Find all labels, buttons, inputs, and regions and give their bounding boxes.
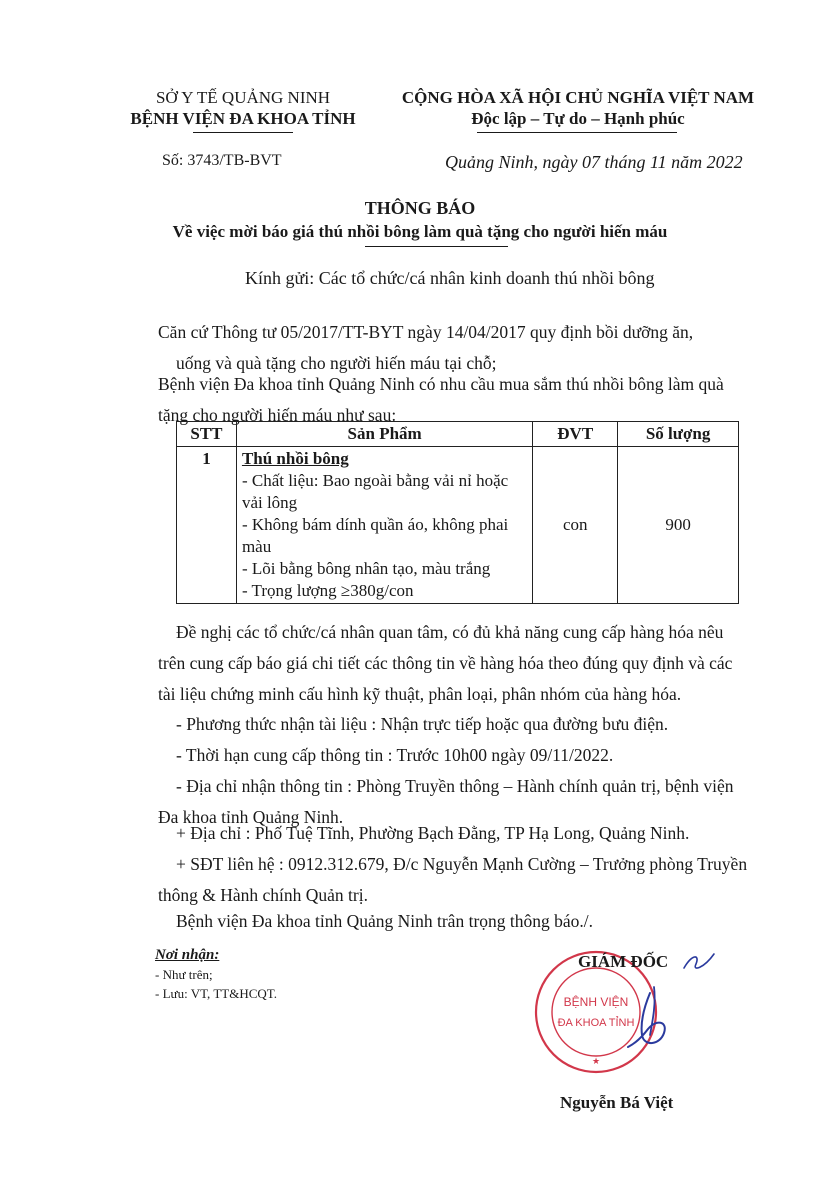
document-subject: Về việc mời báo giá thú nhồi bông làm quà tặng cho người hiến máu [172, 222, 668, 241]
signer-name: Nguyễn Bá Việt [560, 1093, 674, 1112]
header-right-underline [477, 132, 677, 133]
product-table [176, 421, 739, 604]
place-and-date: Quảng Ninh, ngày 07 tháng 11 năm 2022 [445, 152, 743, 172]
product-detail-weight: - Trọng lượng ≥380g/con [241, 581, 414, 600]
signer-role: GIÁM ĐỐC [578, 952, 669, 971]
column-header-stt: STT [177, 422, 237, 447]
addressee-line: Kính gửi: Các tổ chức/cá nhân kinh doanh thú nhồi bông [245, 268, 655, 288]
title-underline [365, 246, 508, 247]
document-number: Số: 3743/TB-BVT [162, 152, 282, 169]
row-quantity: 900 [618, 447, 739, 604]
method-line: - Phương thức nhận tài liệu : Nhận trực tiếp hoặc qua đường bưu điện. [176, 714, 669, 734]
stamp-star-icon: ★ [591, 1057, 601, 1067]
agency-name: SỞ Y TẾ QUẢNG NINH [155, 88, 331, 107]
product-name: Thú nhồi bông [241, 449, 349, 468]
document-title: THÔNG BÁO [364, 198, 476, 218]
product-detail-nonstick: - Không bám dính quần áo, không phai màu [241, 515, 509, 556]
receive-place-paragraph: - Địa chỉ nhận thông tin : Phòng Truyền thông – Hành chính quản trị, bệnh viện Đa khoa tỉnh Quảng Ninh. [158, 776, 734, 827]
row-unit: con [533, 447, 618, 604]
product-detail-core: - Lõi bằng bông nhân tạo, màu trắng [241, 559, 491, 578]
address-line: + Địa chỉ : Phố Tuệ Tĩnh, Phường Bạch Đằng, TP Hạ Long, Quảng Ninh. [176, 823, 690, 843]
hospital-name: BỆNH VIỆN ĐA KHOA TỈNH [130, 109, 356, 128]
national-title: CỘNG HÒA XÃ HỘI CHỦ NGHĨA VIỆT NAM [401, 88, 755, 107]
deadline-line: - Thời hạn cung cấp thông tin : Trước 10h00 ngày 09/11/2022. [176, 745, 614, 765]
legal-basis-paragraph: Căn cứ Thông tư 05/2017/TT-BYT ngày 14/04/2017 quy định bồi dưỡng ăn, uống và quà tặng cho người hiến máu tại chỗ; [158, 322, 694, 373]
recipients-block [155, 946, 277, 1003]
recipient-item: - Lưu: VT, TT&HCQT. [155, 986, 277, 1001]
product-detail-material: - Chất liệu: Bao ngoài bằng vải nỉ hoặc vải lông [241, 471, 509, 512]
recipient-item: - Như trên; [155, 967, 213, 982]
column-header-quantity: Số lượng [618, 422, 739, 447]
header-left-underline [193, 132, 293, 133]
column-header-unit: ĐVT [533, 422, 618, 447]
national-motto: Độc lập – Tự do – Hạnh phúc [471, 109, 685, 128]
handwritten-signature [620, 985, 680, 1055]
closing-line: Bệnh viện Đa khoa tỉnh Quảng Ninh trân trọng thông báo./. [176, 911, 594, 931]
recipients-heading: Nơi nhận: [155, 947, 220, 963]
table-header-row [177, 422, 739, 447]
request-paragraph: Đề nghị các tổ chức/cá nhân quan tâm, có đủ khả năng cung cấp hàng hóa nêu trên cung cấp báo giá chi tiết các thông tin về hàng hóa theo đúng quy định và các tài liệu chứng minh cấu hình kỹ thuật, phân loại, phân nhóm của hàng hóa. [158, 622, 733, 704]
stamp-line-2: ĐA KHOA TỈNH [557, 1017, 635, 1029]
stamp-line-1: BỆNH VIỆN [563, 995, 629, 1009]
table-row [177, 447, 739, 604]
row-stt: 1 [177, 447, 237, 604]
phone-paragraph: + SĐT liên hệ : 0912.312.679, Đ/c Nguyễn Mạnh Cường – Trưởng phòng Truyền thông & Hành chính Quản trị. [158, 854, 748, 905]
purchase-need-paragraph: Bệnh viện Đa khoa tỉnh Quảng Ninh có nhu cầu mua sắm thú nhồi bông làm quà tặng cho người hiến máu như sau: [158, 374, 724, 425]
initial-mark [678, 950, 718, 974]
column-header-product: Sản Phẩm [236, 422, 532, 447]
row-product [236, 447, 532, 604]
